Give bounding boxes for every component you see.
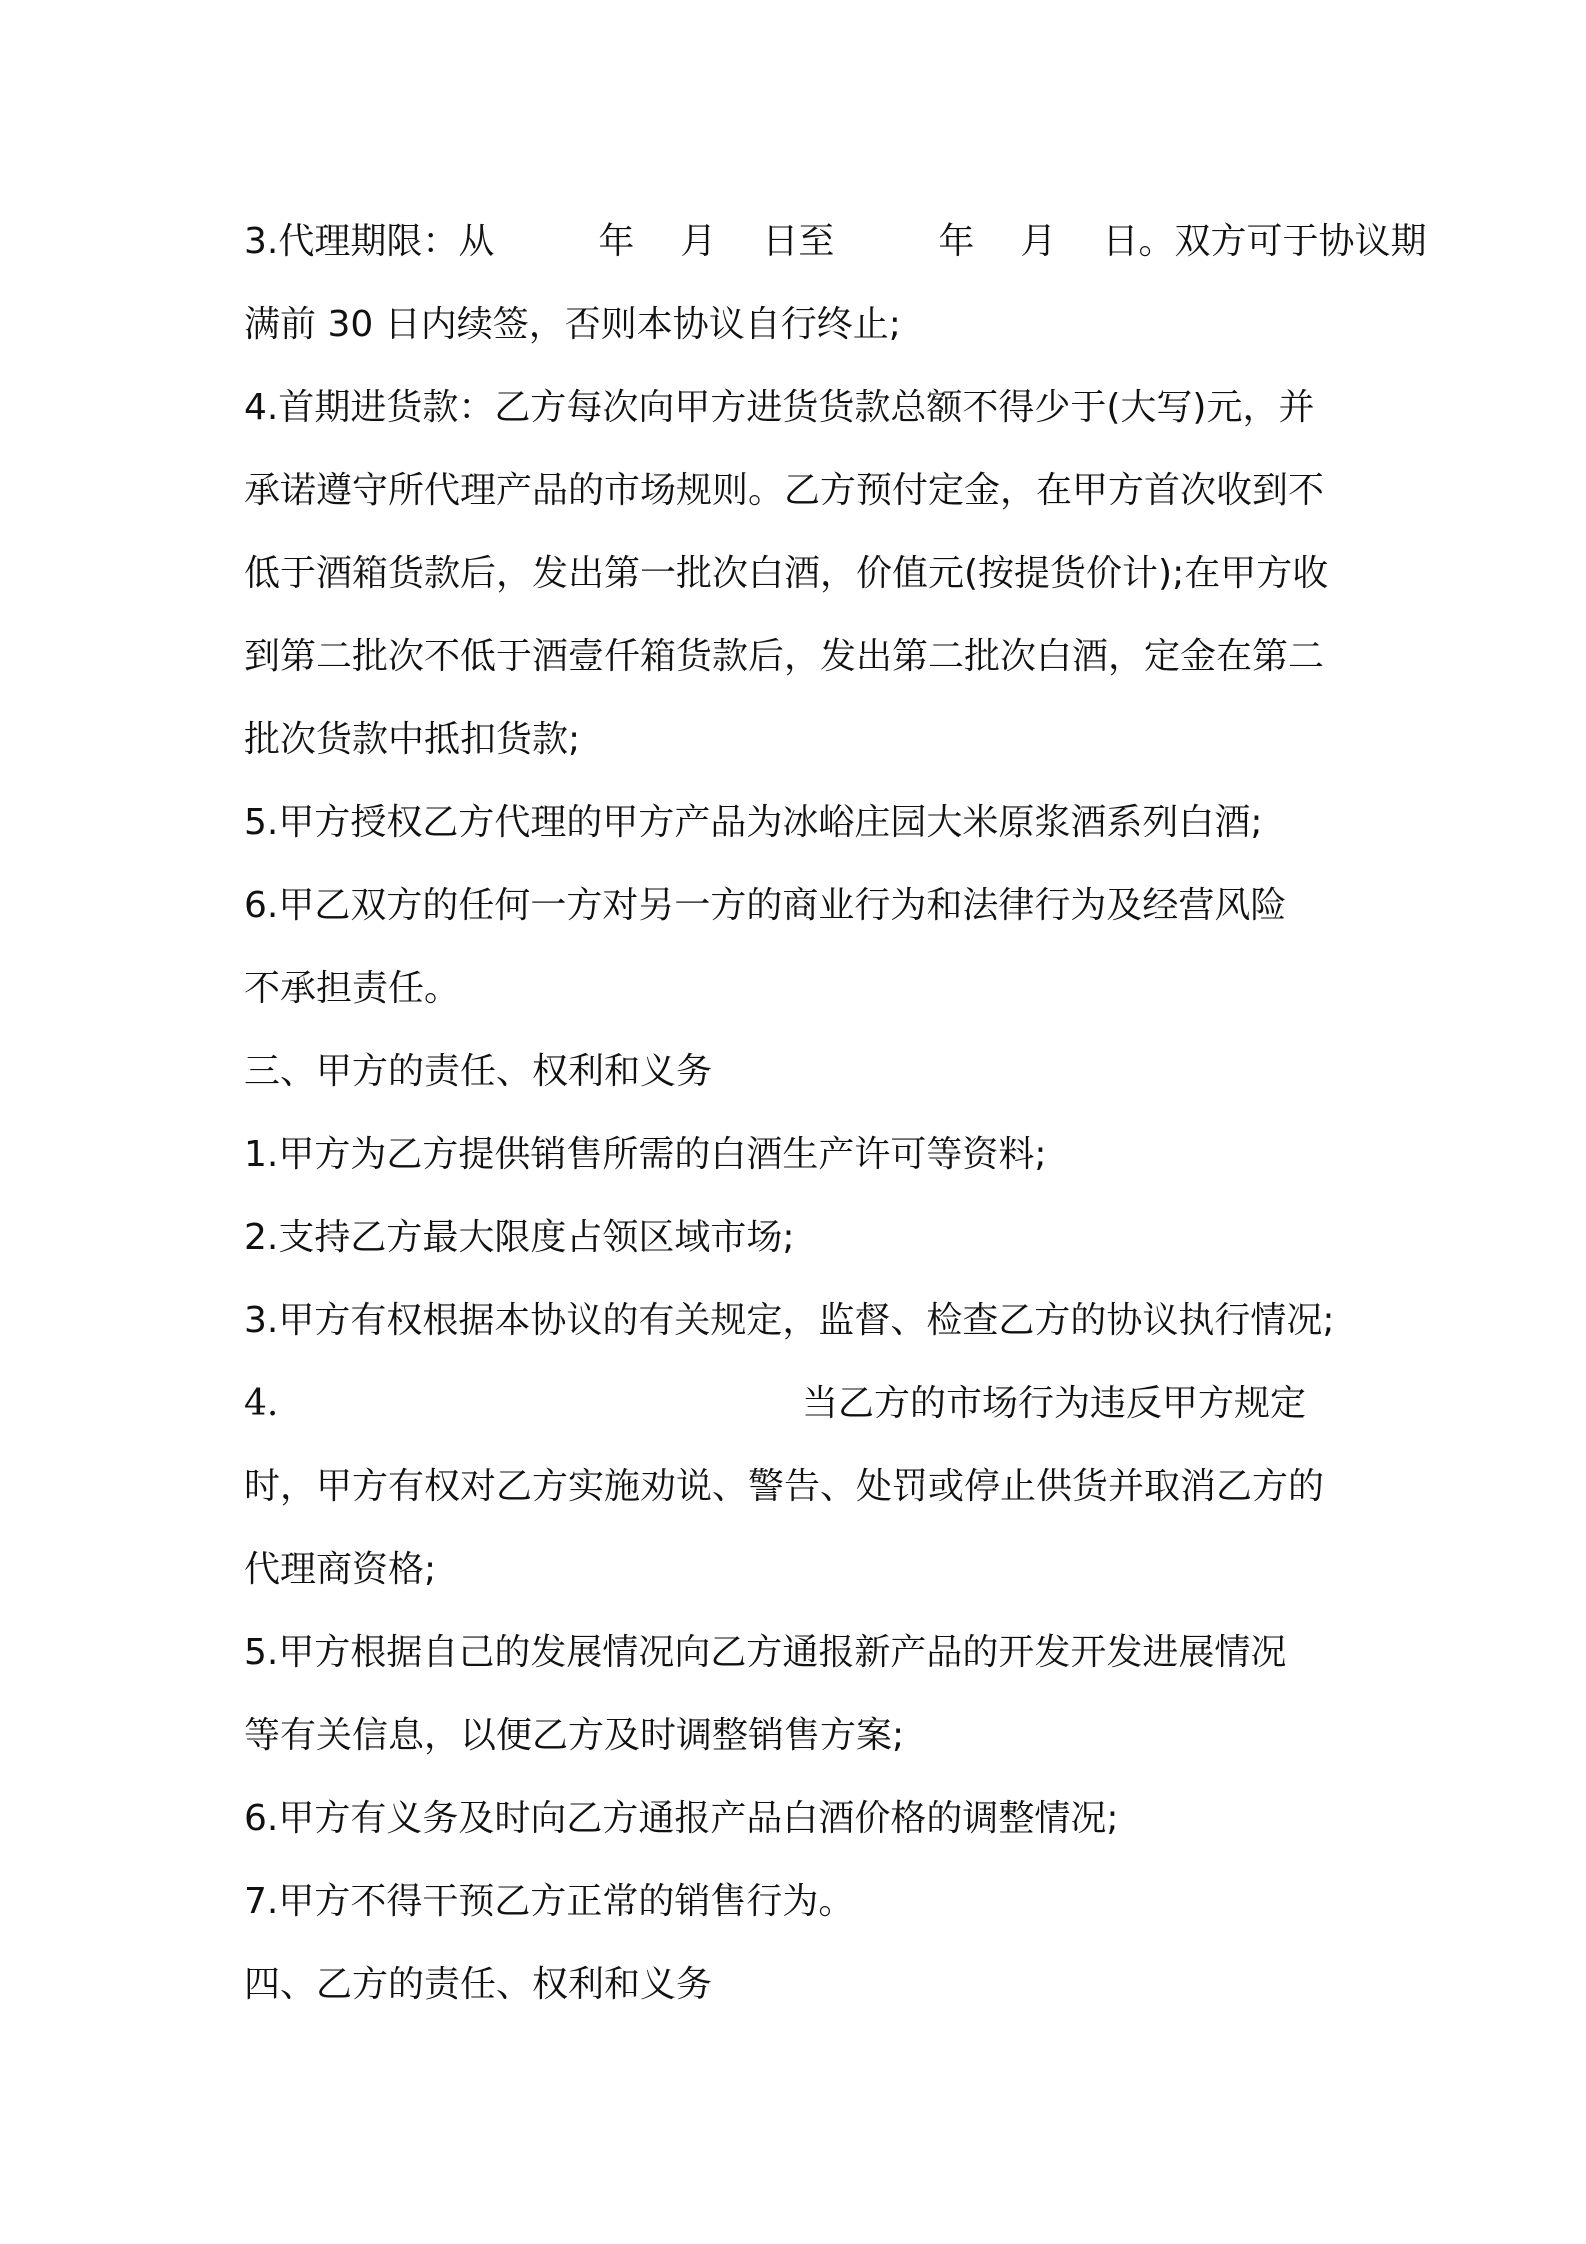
text-line: 批次货款中抵扣货款; bbox=[244, 719, 581, 760]
term-day-to: 日至 bbox=[762, 221, 835, 262]
term-month-2: 月 bbox=[1020, 221, 1057, 262]
term-clause-line-2: 满前 30 日内续签，否则本协议自行终止; bbox=[244, 304, 901, 345]
text-line: 承诺遵守所代理产品的市场规则。乙方预付定金，在甲方首次收到不 bbox=[244, 470, 1325, 511]
section-heading-4: 四、乙方的责任、权利和义务 bbox=[244, 1964, 713, 2005]
text-line: 4.首期进货款：乙方每次向甲方进货货款总额不得少于(大写)元，并 bbox=[244, 387, 1315, 428]
text-line: 5.甲方根据自己的发展情况向乙方通报新产品的开发开发进展情况 bbox=[244, 1632, 1287, 1673]
term-clause-line-1 bbox=[244, 200, 1427, 283]
text-line: 等有关信息，以便乙方及时调整销售方案; bbox=[244, 1715, 905, 1756]
term-year-1: 年 bbox=[598, 221, 635, 262]
text-line: 不承担责任。 bbox=[244, 968, 461, 1009]
text-line: 6.甲乙双方的任何一方对另一方的商业行为和法律行为及经营风险 bbox=[244, 885, 1287, 926]
item-4-text-start: 当乙方的市场行为违反甲方规定 bbox=[802, 1383, 1307, 1424]
term-year-2: 年 bbox=[938, 221, 975, 262]
text-line: 5.甲方授权乙方代理的甲方产品为冰峪庄园大米原浆酒系列白酒; bbox=[244, 802, 1263, 843]
item-4-number: 4. bbox=[244, 1383, 279, 1424]
text-line: 代理商资格; bbox=[244, 1549, 437, 1590]
text-line: 3.甲方有权根据本协议的有关规定，监督、检查乙方的协议执行情况; bbox=[244, 1300, 1335, 1341]
text-line: 6.甲方有义务及时向乙方通报产品白酒价格的调整情况; bbox=[244, 1798, 1119, 1839]
text-line: 到第二批次不低于酒壹仟箱货款后，发出第二批次白酒，定金在第二 bbox=[244, 636, 1325, 677]
text-line: 1.甲方为乙方提供销售所需的白酒生产许可等资料; bbox=[244, 1134, 1047, 1175]
document-body bbox=[244, 200, 1427, 2026]
term-month-1: 月 bbox=[680, 221, 717, 262]
section-heading-3: 三、甲方的责任、权利和义务 bbox=[244, 1051, 713, 1092]
text-line: 低于酒箱货款后，发出第一批次白酒，价值元(按提货价计);在甲方收 bbox=[244, 553, 1329, 594]
term-day-end: 日。双方可于协议期 bbox=[1102, 221, 1427, 262]
term-label: 3.代理期限：从 bbox=[244, 221, 495, 262]
text-line: 7.甲方不得干预乙方正常的销售行为。 bbox=[244, 1881, 855, 1922]
text-line: 2.支持乙方最大限度占领区域市场; bbox=[244, 1217, 795, 1258]
text-line: 时，甲方有权对乙方实施劝说、警告、处罚或停止供货并取消乙方的 bbox=[244, 1466, 1325, 1507]
item-4-first-line bbox=[244, 1362, 1354, 1445]
